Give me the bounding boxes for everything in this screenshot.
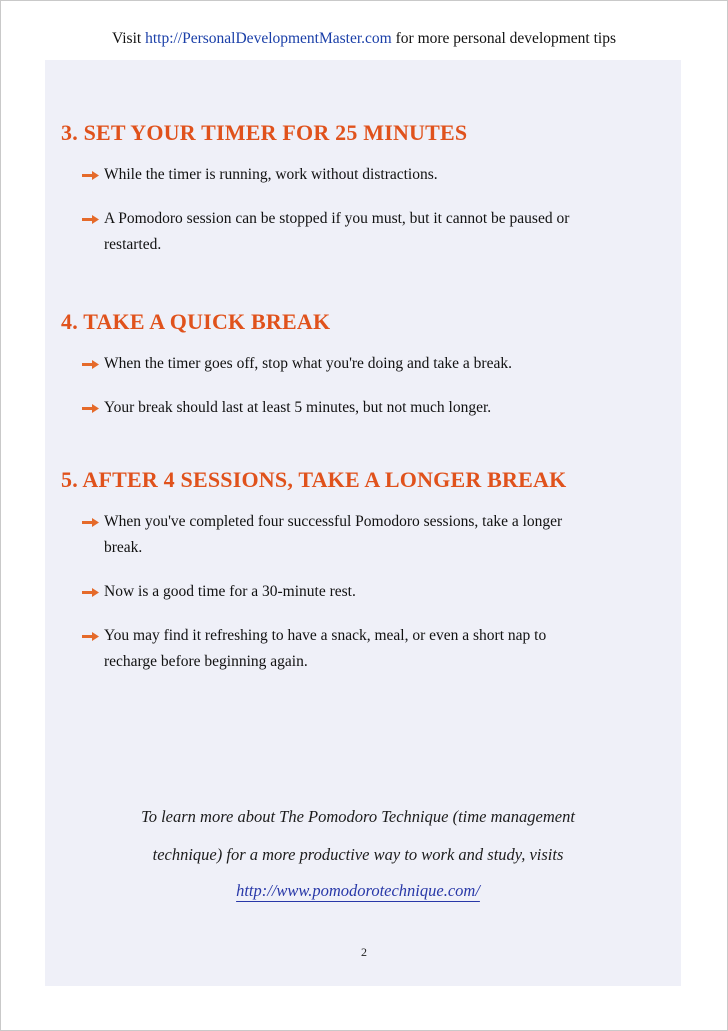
list-item <box>61 509 581 561</box>
right-arrow-icon <box>82 360 99 369</box>
header-suffix: for more personal development tips <box>395 30 617 47</box>
right-arrow-icon <box>82 171 99 180</box>
bullet-text: When you've completed four successful Pomodoro sessions, take a longer break. <box>104 513 563 556</box>
section-5-title: 5. AFTER 4 SESSIONS, TAKE A LONGER BREAK <box>61 467 567 492</box>
right-arrow-icon <box>82 518 99 527</box>
section-5 <box>61 467 621 675</box>
bullet-text: Your break should last at least 5 minutes, but not much longer. <box>104 399 492 416</box>
page-number: 2 <box>361 945 367 959</box>
right-arrow-icon <box>82 215 99 224</box>
section-4 <box>61 309 601 421</box>
page-header <box>0 30 728 48</box>
section-3-bullets <box>61 162 601 258</box>
right-arrow-icon <box>82 404 99 413</box>
pomodoro-website-link[interactable]: http://www.pomodorotechnique.com/ <box>236 881 480 900</box>
footer-link-row <box>60 872 656 910</box>
section-4-bullets <box>61 351 601 421</box>
bullet-text: When the timer goes off, stop what you're doing and take a break. <box>104 355 512 372</box>
footer-line-1: To learn more about The Pomodoro Technique (time management <box>141 807 575 826</box>
section-3 <box>61 120 601 258</box>
header-prefix: Visit <box>111 30 142 47</box>
right-arrow-icon <box>82 588 99 597</box>
list-item <box>61 162 601 188</box>
list-item <box>61 579 581 605</box>
list-item <box>61 395 601 421</box>
bullet-text: While the timer is running, work without distractions. <box>104 166 438 183</box>
bullet-text: Now is a good time for a 30-minute rest. <box>104 583 356 600</box>
section-4-title: 4. TAKE A QUICK BREAK <box>61 309 331 334</box>
footer-line-2: technique) for a more productive way to work and study, visits <box>152 845 564 864</box>
section-3-title: 3. SET YOUR TIMER FOR 25 MINUTES <box>61 120 468 145</box>
list-item <box>61 623 581 675</box>
footer-note <box>60 798 656 910</box>
section-5-bullets <box>61 509 581 675</box>
bullet-text: A Pomodoro session can be stopped if you must, but it cannot be paused or restarted. <box>104 210 570 253</box>
bullet-text: You may find it refreshing to have a snack, meal, or even a short nap to recharge before beginning again. <box>104 627 547 670</box>
right-arrow-icon <box>82 632 99 641</box>
header-website-link[interactable]: http://PersonalDevelopmentMaster.com <box>145 30 392 47</box>
list-item <box>61 351 601 377</box>
list-item <box>61 206 601 258</box>
